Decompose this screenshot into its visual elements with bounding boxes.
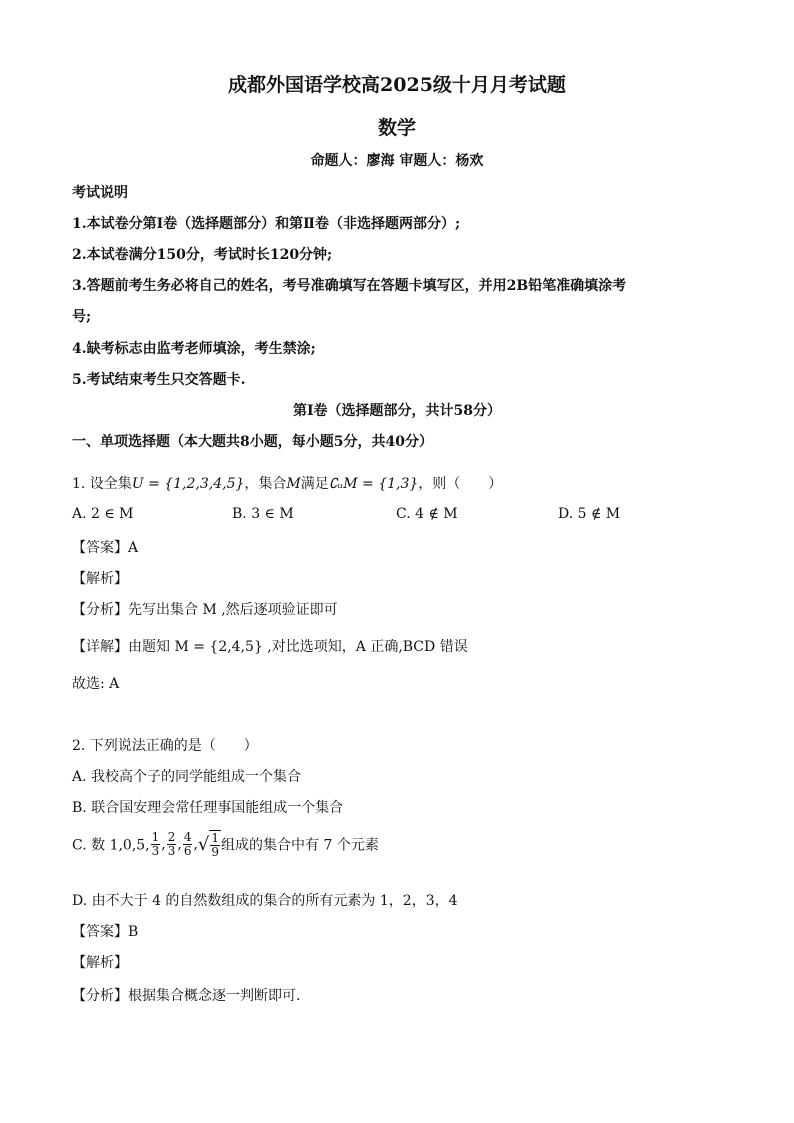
- instruction-item: 5.考试结束考生只交答题卡.: [72, 372, 246, 388]
- instructions-heading: 考试说明: [72, 185, 128, 201]
- q1-mid: ，集合: [244, 476, 287, 492]
- q2-option-a: A. 我校高个子的同学能组成一个集合: [72, 769, 302, 785]
- fraction-4-6: $\frac{4}{6}$: [183, 830, 192, 858]
- q1-option-c: C. 4 ∉ M: [396, 506, 458, 522]
- q1-post: ，则（ ）: [418, 476, 503, 492]
- section-title: 第Ⅰ卷（选择题部分，共计58分）: [292, 403, 502, 419]
- q1-choice: 故选: A: [72, 676, 120, 692]
- q2-c-pre: C. 数 1,0,5,: [72, 837, 150, 854]
- q1-answer: 【答案】A: [72, 540, 139, 556]
- q2-option-b: B. 联合国安理会常任理事国能组成一个集合: [72, 800, 344, 816]
- q1-option-b: B. 3 ∈ M: [232, 506, 294, 522]
- q2-fenxi: 【分析】根据集合概念逐一判断即可.: [72, 988, 301, 1004]
- fraction-1-3: $\frac{1}{3}$: [151, 830, 160, 858]
- exam-title: 成都外国语学校高2025级十月月考试题: [228, 74, 566, 96]
- question-2-stem: 2. 下列说法正确的是（ ）: [72, 738, 258, 754]
- q1-option-a: A. 2 ∈ M: [72, 506, 134, 522]
- instruction-item: 1.本试卷分第Ⅰ卷（选择题部分）和第Ⅱ卷（非选择题两部分）;: [72, 216, 461, 232]
- q2-c-post: 组成的集合中有 7 个元素: [221, 837, 379, 854]
- q1-fenxi: 【分析】先写出集合 M ,然后逐项验证即可: [72, 602, 338, 618]
- part-heading: 一、单项选择题（本大题共8小题，每小题5分，共40分）: [72, 434, 433, 450]
- instruction-item: 号;: [72, 309, 92, 325]
- q2-analysis-label: 【解析】: [72, 955, 128, 971]
- fraction-2-3: $\frac{2}{3}$: [167, 830, 176, 858]
- q2-answer: 【答案】B: [72, 924, 139, 940]
- authors-line: 命题人：廖海 审题人：杨欢: [310, 153, 484, 169]
- q1-option-d: D. 5 ∉ M: [558, 506, 621, 522]
- q1-set: M: [286, 476, 301, 492]
- sqrt-fraction: $\frac{1}{9}$: [211, 831, 220, 859]
- question-1-stem: [72, 473, 502, 493]
- q1-mid2: 满足: [300, 476, 329, 492]
- sqrt-icon: √: [197, 834, 210, 855]
- q1-universe: U = {1,2,3,4,5}: [131, 476, 245, 492]
- instruction-item: 4.缺考标志由监考老师填涂，考生禁涂;: [72, 341, 316, 357]
- q1-pre: 1. 设全集: [72, 476, 132, 492]
- instruction-item: 2.本试卷满分150分，考试时长120分钟;: [72, 247, 333, 263]
- q2-option-c: C. 数 1,0,5, $\frac{1}{3}$ , $\frac{2}{3}$ , $\frac{4}{6}$ ,√ $\frac{1}{9}$ 组成的集合中有 7 个元素: [72, 830, 379, 859]
- q2-option-d: D. 由不大于 4 的自然数组成的集合的所有元素为 1，2，3，4: [72, 893, 458, 909]
- q1-analysis-label: 【解析】: [72, 571, 128, 587]
- q1-complement: ∁ᵤM = {1,3}: [328, 476, 419, 492]
- subject-title: 数学: [377, 117, 416, 139]
- instruction-item: 3.答题前考生务必将自己的姓名，考号准确填写在答题卡填写区，并用2B铅笔准确填涂考: [72, 278, 627, 294]
- q1-detail: 【详解】由题知 M = {2,4,5} ,对比选项知，A 正确,BCD 错误: [72, 639, 468, 655]
